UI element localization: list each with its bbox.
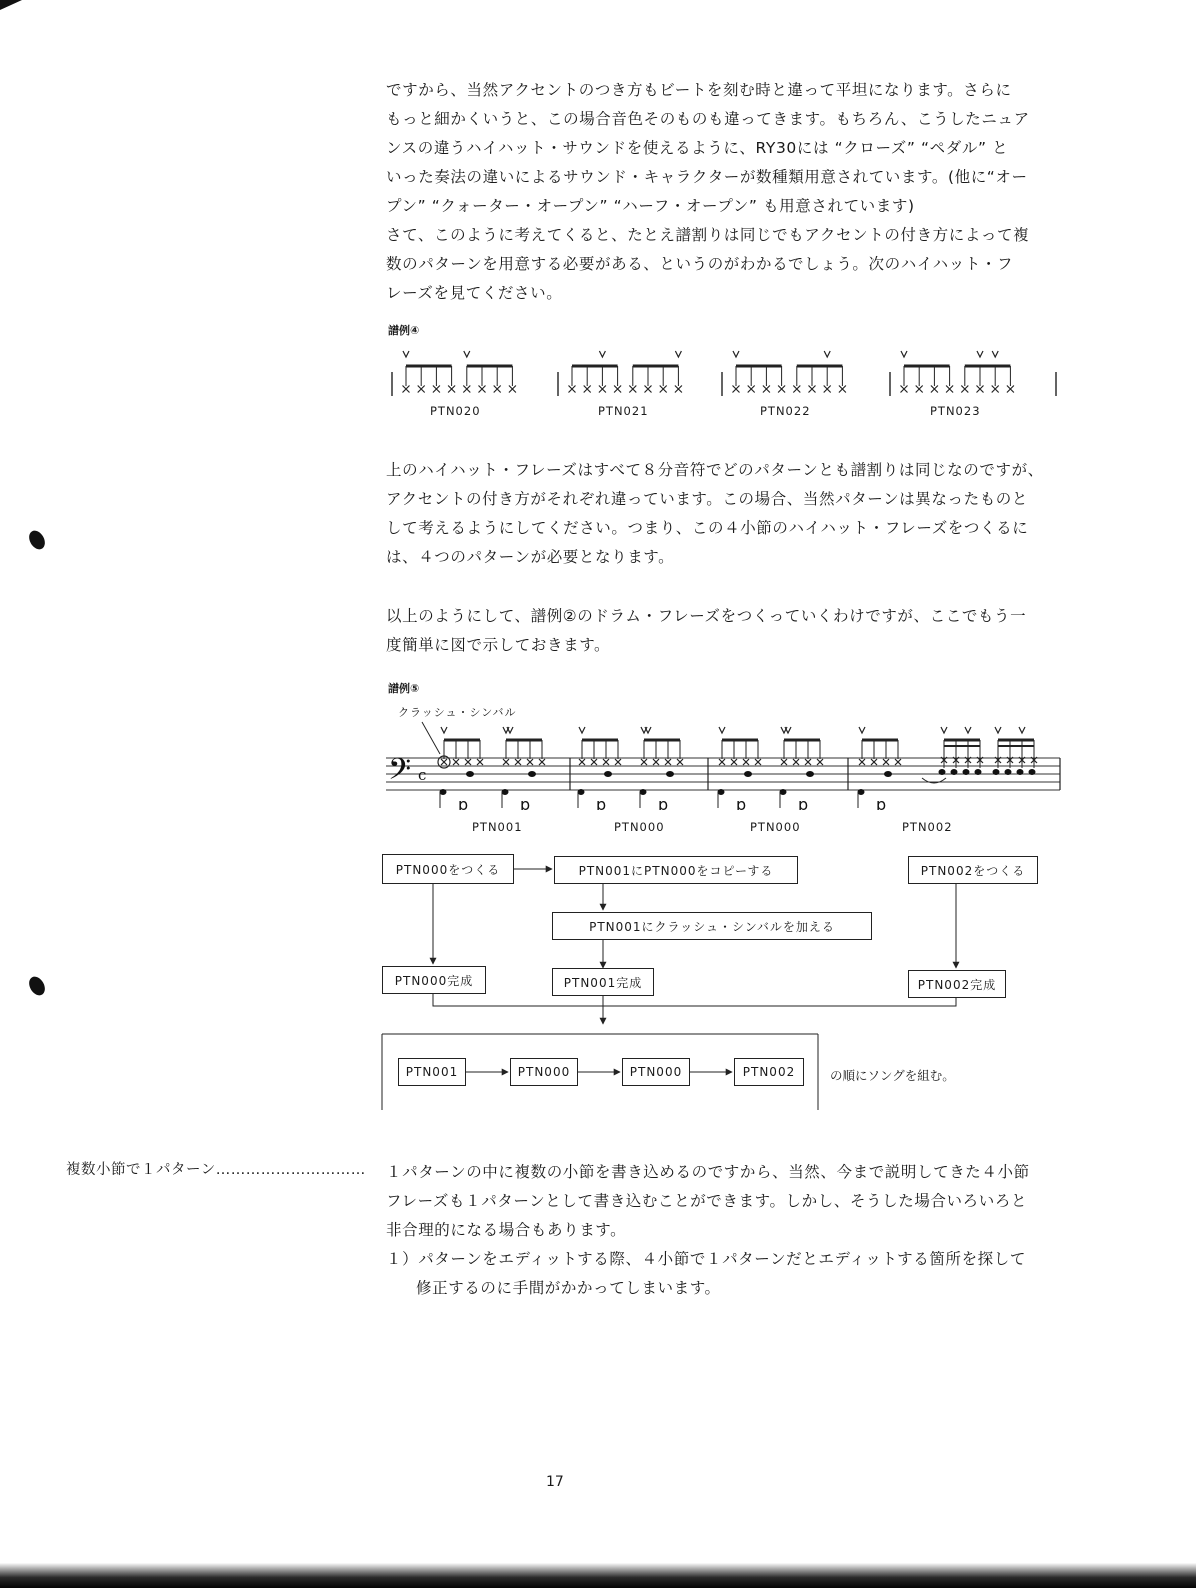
flow-box-done-000: PTN000完成 <box>382 966 486 994</box>
pattern-label: PTN002 <box>902 820 953 834</box>
time-signature: c <box>418 766 427 784</box>
paragraph-3: 以上のようにして、譜例②のドラム・フレーズをつくっていくわけですが、ここでもう一 度簡単に図で示しておきます。 <box>386 607 1027 654</box>
song-order-box: PTN001 <box>398 1058 466 1086</box>
song-order-caption: の順にソングを組む。 <box>830 1068 955 1083</box>
eighth-rest: ɒ <box>876 795 887 814</box>
pattern-label: PTN001 <box>472 820 523 834</box>
eighth-rest: ɒ <box>520 795 531 814</box>
song-order-box: PTN000 <box>622 1058 690 1086</box>
eighth-rest: ɒ <box>458 795 469 814</box>
flow-box-make-002: PTN002をつくる <box>908 856 1038 884</box>
pattern-label: PTN000 <box>614 820 665 834</box>
scan-edge-bottom <box>0 1546 1196 1588</box>
flow-box-add-crash: PTN001にクラッシュ・シンバルを加える <box>552 912 872 940</box>
pattern-label: PTN023 <box>930 404 981 418</box>
section-heading: 複数小節で１パターン………………………… <box>66 1162 366 1178</box>
crash-cymbal-label: クラッシュ・シンバル <box>398 706 517 719</box>
pattern-label: PTN021 <box>598 404 649 418</box>
song-order-box: PTN000 <box>510 1058 578 1086</box>
example-5-label: 譜例⑤ <box>388 682 420 695</box>
list-item-1: １）パターンをエディットする際、４小節で１パターンだとエディットする箇所を探して <box>386 1250 1026 1268</box>
flow-box-copy-000-to-001: PTN001にPTN000をコピーする <box>554 856 798 884</box>
flow-box-done-002: PTN002完成 <box>908 970 1006 998</box>
song-order-box: PTN002 <box>734 1058 804 1086</box>
eighth-rest: ɒ <box>798 795 809 814</box>
paragraph-1: ですから、当然アクセントのつき方もビートを刻む時と違って平坦になります。さらに もっと細かくいうと、この場合音色そのものも違ってきます。もちろん、こうしたニュア ンスの違うハイハット・サウンドを使えるように、RY30には “クローズ” “ペダル” と いった奏法の違いによるサウンド・キャラクターが数種類用意されています。(他に“オー プン” “クォーター・オープン” “ハーフ・オープン” も用意されています) さて、このように考えてくると、たとえ譜割りは同じでもアクセントの付き方によって複 数のパターンを用意する必要がある、というのがわかるでしょう。次のハイハット・フ レーズを見てください。 <box>386 81 1030 302</box>
eighth-rest: ɒ <box>736 795 747 814</box>
pattern-label: PTN020 <box>430 404 481 418</box>
example-4-label: 譜例④ <box>388 324 420 337</box>
page-number: 17 <box>546 1474 564 1490</box>
paragraph-2: 上のハイハット・フレーズはすべて８分音符でどのパターンとも譜割りは同じなのですが、 アクセントの付き方がそれぞれ違っています。この場合、当然パターンは異なったものと して考えるようにしてください。つまり、この４小節のハイハット・フレーズをつくるに は、４つのパターンが必要となります。 <box>386 461 1044 566</box>
bass-clef: 𝄢 <box>388 753 412 794</box>
pattern-label: PTN000 <box>750 820 801 834</box>
eighth-rest: ɒ <box>658 795 669 814</box>
flow-box-done-001: PTN001完成 <box>552 968 654 996</box>
eighth-rest: ɒ <box>596 795 607 814</box>
pattern-label: PTN022 <box>760 404 811 418</box>
section-body: １パターンの中に複数の小節を書き込めるのですから、当然、今まで説明してきた４小節 フレーズも１パターンとして書き込むことができます。しかし、そうした場合いろいろと 非合理的になる場合もあります。 １）パターンをエディットする際、４小節で１パターンだとエディットする箇所を探して 修正するのに手間がかかってしまいます。 <box>386 1158 1076 1303</box>
flow-box-make-000: PTN000をつくる <box>382 854 514 884</box>
